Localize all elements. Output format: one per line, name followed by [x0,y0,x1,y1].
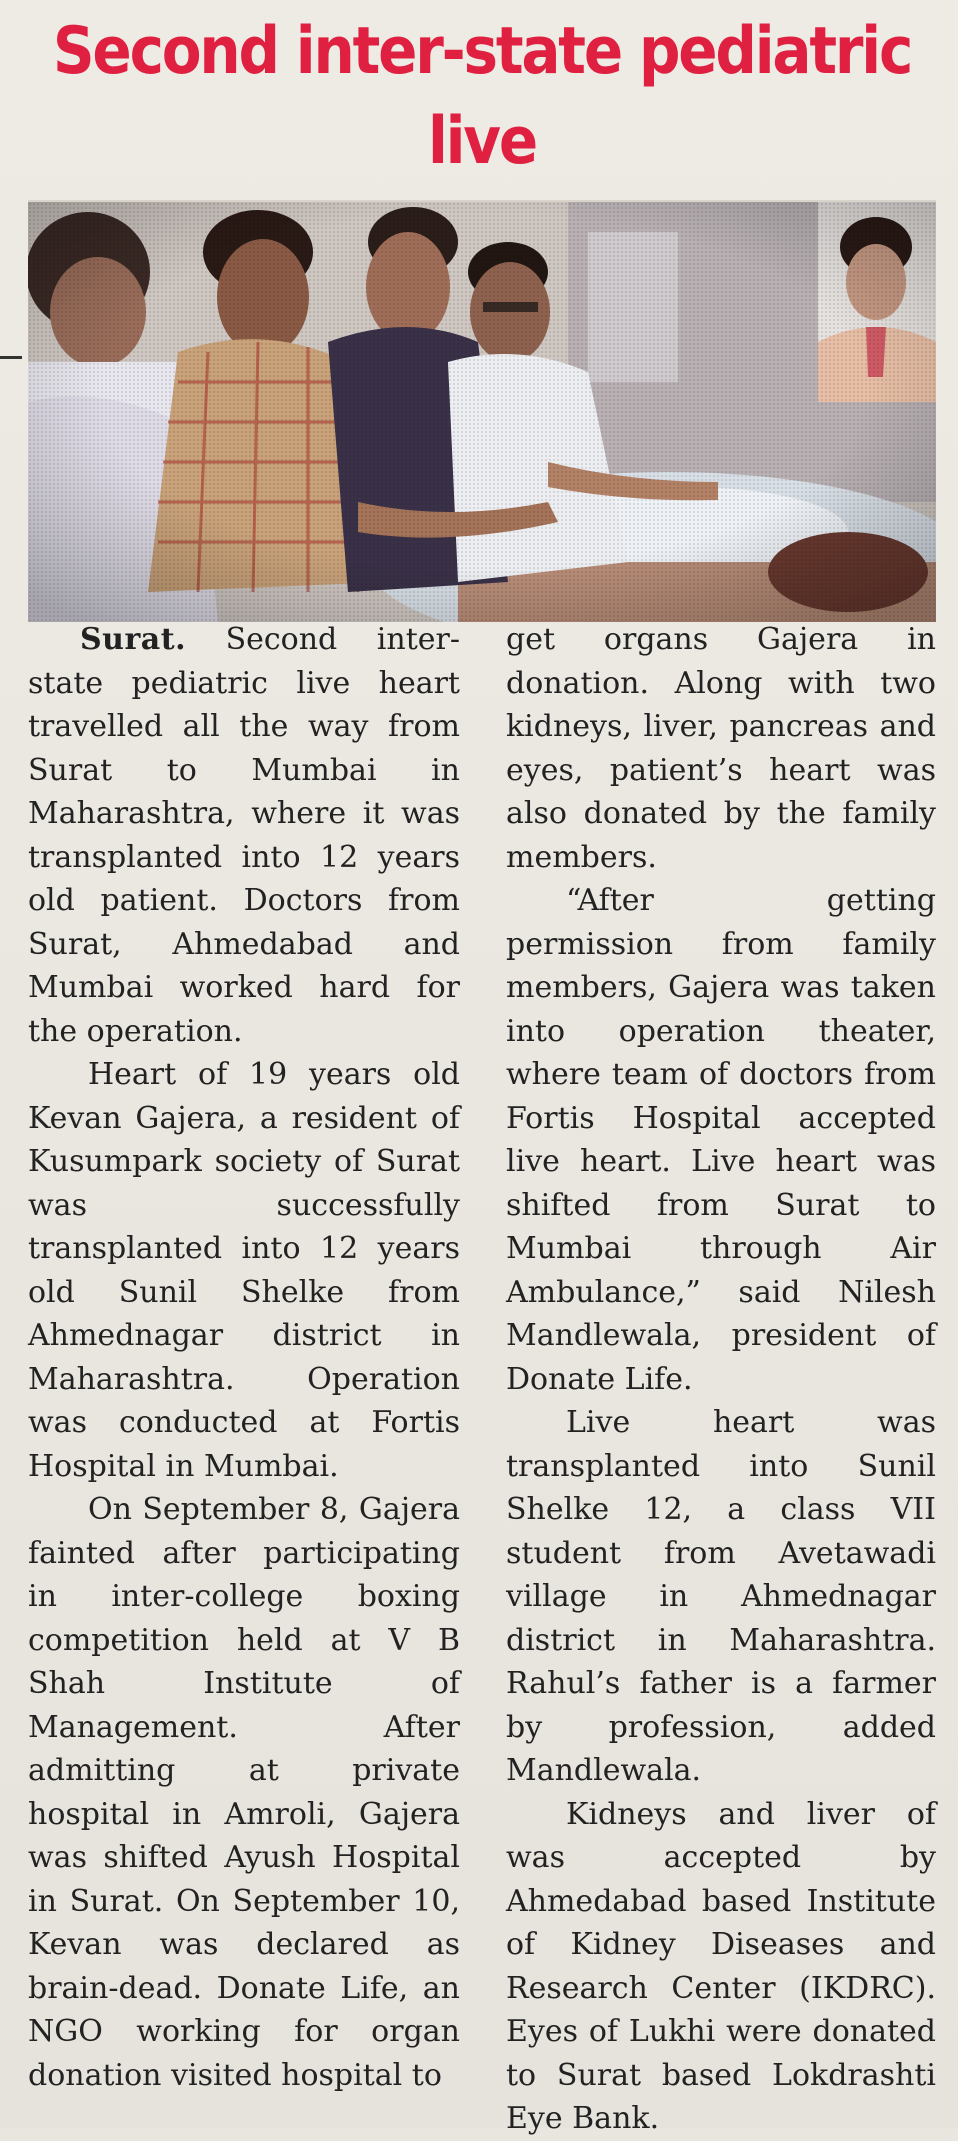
paragraph: Live heart was transplanted into Sunil Shelke 12, a class VII student from Avetawadi village in Ahmednagar district in Maharashtra. Rahul’s father is a farmer by profession, added Mandlewala. [506,1405,936,1788]
paragraph-text: Second inter-state pediatric live heart travelled all the way from Surat to Mumbai in Maharashtra, where it was transplanted into 12 years old patient. Doctors from Surat, Ahmedabad and Mumbai worked hard for the operation. [28,622,460,1049]
article-column-left [28,618,460,2097]
column-rule-mark [0,356,22,359]
paragraph: Heart of 19 years old Kevan Gajera, a resident of Kusumpark society of Surat was successfully transplanted into 12 years old Sunil Shelke from Ahmednagar district in Maharashtra. Operation was conducted at Fortis Hospital in Mumbai. [28,1057,460,1484]
dateline: Surat. [80,622,187,657]
news-photo [28,200,936,622]
paragraph: On September 8, Gajera fainted after participating in inter-college boxing competition held at V B Shah Institute of Management. After admitting at private hospital in Amroli, Gajera was shifted Ayush Hospital in Surat. On September 10, Kevan was declared as brain-dead. Donate Life, an NGO working for organ donation visited hospital to [28,1492,460,2093]
photo-illustration [28,202,936,622]
paragraph [28,618,460,1053]
paragraph: get organs Gajera in donation. Along with two kidneys, liver, pancreas and eyes, patient’s heart was also donated by the family members. [506,622,936,875]
headline-line-1: Second inter-state pediatric live [52,12,912,179]
paragraph: “After getting permission from family members, Gajera was taken into operation theater, where team of doctors from Fortis Hospital accepted live heart. Live heart was shifted from Surat to Mumbai through Air Ambulance,” said Nilesh Mandlewala, president of Donate Life. [506,883,936,1397]
article-column-right [506,618,936,2141]
paragraph: Kidneys and liver of was accepted by Ahmedabad based Institute of Kidney Diseases and Research Center (IKDRC). Eyes of Lukhi were donated to Surat based Lokdrashti Eye Bank. [506,1796,936,2136]
